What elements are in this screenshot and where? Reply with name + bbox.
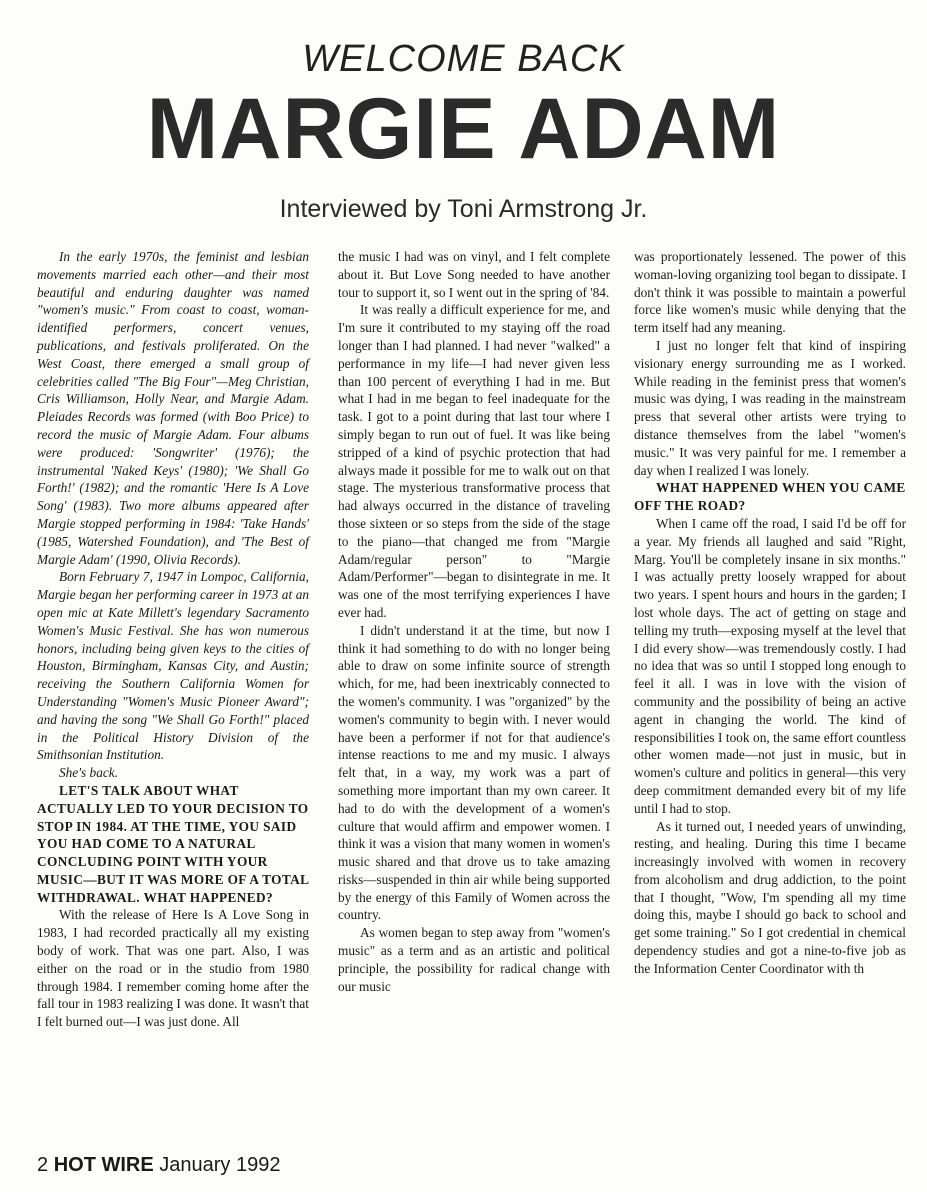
interview-question: LET'S TALK ABOUT WHAT ACTUALLY LED TO YOUR DECISION TO STOP IN 1984. AT THE TIME, YOU SAID YOU HAD COME TO A NATURAL CONCLUDING POINT WITH YOUR MUSIC—BUT IT WAS MORE OF A TOTAL WITHDRAWAL. WHAT HAPPENED? — [37, 782, 309, 905]
answer-paragraph: was proportionately lessened. The power of this woman-loving organizing tool began to dissipate. I don't think it was possible to maintain a powerful force like women's music while denying that the term itself had any meaning. — [634, 249, 906, 336]
answer-paragraph: As it turned out, I needed years of unwinding, resting, and healing. During this time I became increasingly involved with women in recovery from alcoholism and drug addiction, to the point that I thought, "Wow, I'm spending all my time doing this, maybe I should go back to school and get some training." So I got credential in chemical dependency studies and got a nine-to-five job as the Information Center Coordinator with th — [634, 818, 906, 976]
answer-paragraph: When I came off the road, I said I'd be off for a year. My friends all laughed and said "Right, Marg. You'll be completely insane in six months." I was actually pretty loosely wrapped for about two years. I spent hours and hours in the garden; I lost whole days. The act of getting on stage and telling my truth—exposing myself at the level that I did every show—was tremendously costly. I had no idea that was so until I stopped long enough to feel it all. I was in love with the vision of community and the possibility of being an active agent in changing the world. The kind of responsibilities I took on, the same effort countless other women made—not just in music, but in women's culture and politics in general—this very deep commitment demanded every bit of my life until I had to stop. — [634, 515, 906, 816]
answer-paragraph: As women began to step away from "women's music" as a term and as an artistic and political principle, the possibility for radical change with our music — [338, 925, 610, 994]
article-column-2 — [338, 248, 610, 995]
kicker: WELCOME BACK — [302, 38, 625, 80]
publication-name: HOT WIRE — [53, 1154, 154, 1176]
byline: Interviewed by Toni Armstrong Jr. — [279, 195, 648, 223]
answer-paragraph: I just no longer felt that kind of inspiring visionary energy surrounding me as I worked. While reading in the feminist press that women's music was dying, I was reading in the mainstream press that several other artists were trying to distance themselves from the label "women's music." It was very painful for me. I remember a day when I realized I was lonely. — [634, 337, 906, 478]
answer-paragraph: I didn't understand it at the time, but now I think it had something to do with no longer being able to draw on some infinite source of strength which, for me, had been inextricably connected to the women's community. I was "organized" by the women's community to begin with. I never would have been a performer if not for that audience's intense reactions to me and my music. I always felt that, in a way, my work was a part of something more important than my own career. It had to do with the development of a women's culture that would affirm and empower women. I think it was a vision that many women in women's music shared and that drove us to take amazing risks—suspended in thin air while being supported by the energy of this Family of Women across the country. — [338, 622, 610, 923]
intro-paragraph: Born February 7, 1947 in Lompoc, California, Margie began her performing career in 1973 at an open mic at Kate Millett's legendary Sacramento Women's Music Festival. She has won numerous honors, including being given keys to the cities of Houston, Birmingham, Kansas City, and Austin; receiving the Southern California Women for Understanding "Women's Music Pioneer Award"; and having the song "We Shall Go Forth!" placed in the Political History Division of the Smithsonian Institution. — [37, 569, 309, 763]
article-column-3 — [634, 248, 906, 978]
answer-paragraph: the music I had was on vinyl, and I felt complete about it. But Love Song needed to have another tour to support it, so I went out in the spring of '84. — [338, 249, 610, 300]
interview-question: WHAT HAPPENED WHEN YOU CAME OFF THE ROAD? — [634, 480, 906, 514]
page-title: MARGIE ADAM — [146, 81, 781, 177]
answer-paragraph: With the release of Here Is A Love Song in 1983, I had recorded practically all my existing body of work. That was one part. Also, I was either on the road or in the studio from 1980 through 1984. I remember coming home after the fall tour in 1983 realizing I was done. It wasn't that I felt burned out—I was just done. All — [37, 907, 309, 1030]
page-number: 2 — [37, 1154, 49, 1176]
intro-paragraph: She's back. — [59, 765, 118, 781]
article-column-1 — [37, 248, 309, 1031]
page-footer — [37, 1154, 280, 1177]
issue-date: January 1992 — [159, 1154, 281, 1176]
answer-paragraph: It was really a difficult experience for me, and I'm sure it contributed to my staying off the road longer than I had planned. I had never "walked" a performance in my life—I had never given less than 100 percent of everything I had in me. But what I had in me began to feel inadequate for the task. I got to a point during that last tour where I simply began to run out of fuel. It was like being stripped of a kind of psychic protection that had always made it possible for me to walk out on that stage. The mysterious transformative process that had always occurred in the distance of traveling those sixteen or so steps from the side of the stage to the piano—that changed me from "Margie Adam/regular person" to "Margie Adam/Performer"—began to disintegrate in me. It was one of the most terrifying experiences I have ever had. — [338, 302, 610, 620]
intro-paragraph: In the early 1970s, the feminist and lesbian movements married each other—and their most beautiful and enduring daughter was named "women's music." From coast to coast, woman-identified performers, concert venues, publications, and festivals proliferated. On the West Coast, there emerged a small group of celebrities called "The Big Four"—Meg Christian, Cris Williamson, Holly Near, and Margie Adam. Pleiades Records was formed (with Boo Price) to record the music of Margie Adam. Four albums were produced: 'Songwriter' (1976); the instrumental 'Naked Keys' (1980); 'We Shall Go Forth!' (1982); and the romantic 'Here Is A Love Song' (1983). Two more albums appeared after Margie stopped performing in 1984: 'Take Hands' (1985, Watershed Foundation), and 'The Best of Margie Adam' (1990, Olivia Records). — [37, 249, 309, 567]
